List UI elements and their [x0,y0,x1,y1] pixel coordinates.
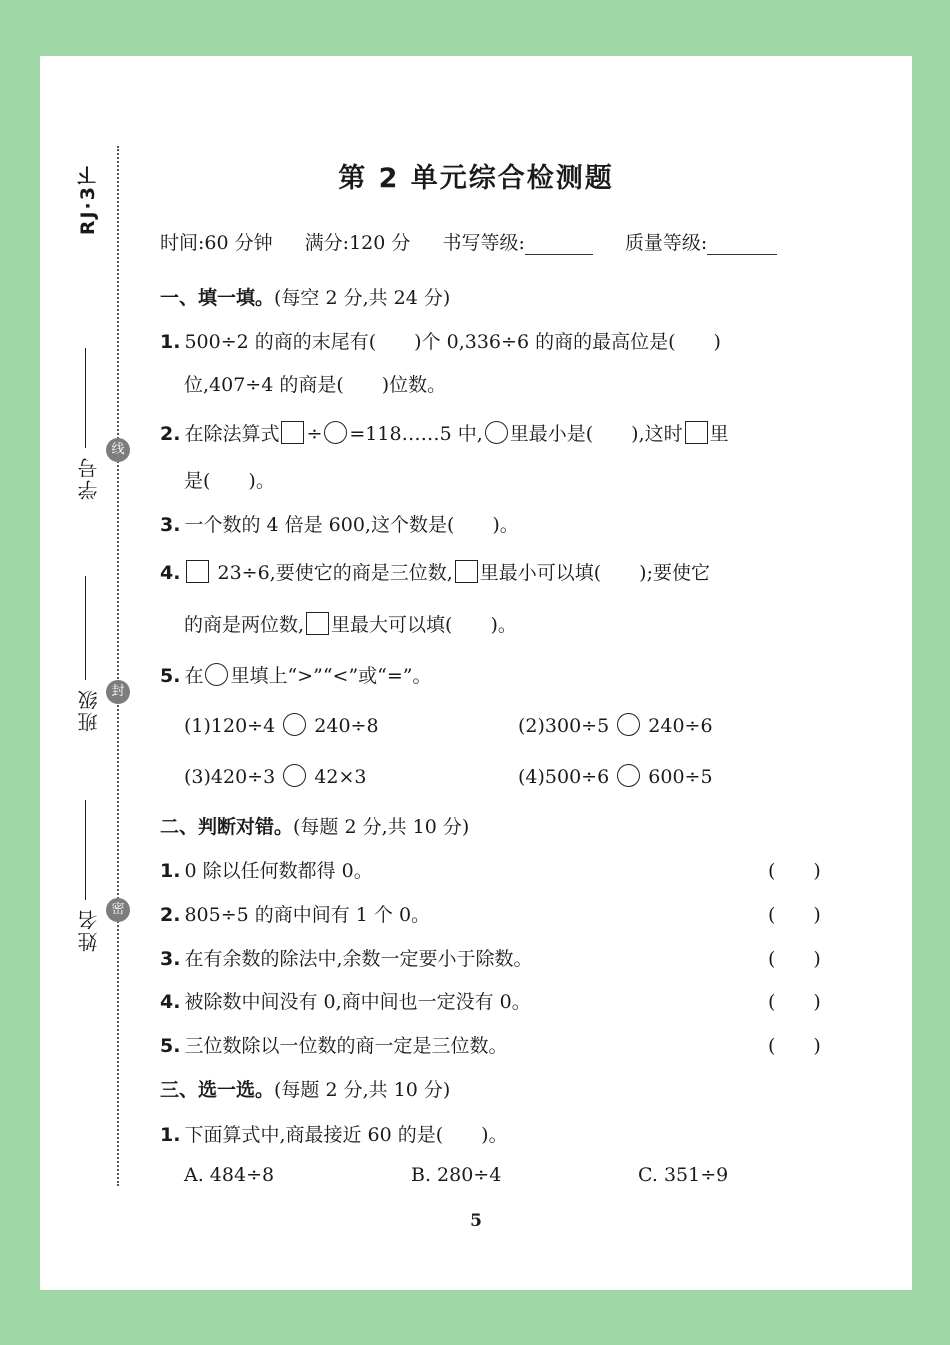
question-1-4-cont: 的商是两位数, 里最大可以填( )。 [184,614,517,636]
time-info: 时间:60 分钟 [160,232,273,254]
page-title: 第 2 单元综合检测题 [338,163,614,194]
choice-option-a[interactable]: A. 484÷8 [184,1164,275,1186]
section-1-heading: 一、填一填。(每空 2 分,共 24 分) [160,287,451,309]
writing-grade-blank[interactable] [525,234,593,255]
compare-circle[interactable] [617,713,640,736]
student-number-label: 学号 [77,456,101,500]
section-2-heading: 二、判断对错。(每题 2 分,共 10 分) [160,816,470,838]
judge-item-1: 1. 0 除以任何数都得 0。 [160,860,373,882]
section-3-heading: 三、选一选。(每题 2 分,共 10 分) [160,1079,451,1101]
class-label: 班级 [77,688,101,732]
judge-answer-3[interactable]: ( ) [768,948,821,970]
question-1-2-cont: 是( )。 [184,470,275,492]
judge-item-5: 5. 三位数除以一位数的商一定是三位数。 [160,1035,508,1057]
compare-item-2: (2)300÷5 240÷6 [518,715,713,737]
square-placeholder [685,421,708,444]
choice-option-b[interactable]: B. 280÷4 [411,1164,502,1186]
choice-option-c[interactable]: C. 351÷9 [638,1164,729,1186]
judge-item-4: 4. 被除数中间没有 0,商中间也一定没有 0。 [160,991,531,1013]
judge-answer-2[interactable]: ( ) [768,904,821,926]
compare-item-4: (4)500÷6 600÷5 [518,766,713,788]
question-1-4: 4. 23÷6,要使它的商是三位数, 里最小可以填( );要使它 [160,562,710,584]
full-score-info: 满分:120 分 [304,232,411,254]
square-placeholder [455,560,478,583]
writing-grade-label: 书写等级: [442,232,592,254]
question-1-3: 3. 一个数的 4 倍是 600,这个数是( )。 [160,514,519,536]
exam-content [40,56,912,1290]
seal-seal-mark: 封 [106,680,130,704]
choice-question-1: 1. 下面算式中,商最接近 60 的是( )。 [160,1124,508,1146]
quality-grade-blank[interactable] [707,234,777,255]
exam-meta [160,228,803,255]
judge-item-3: 3. 在有余数的除法中,余数一定要小于除数。 [160,948,533,970]
edition-code: RJ·3下 [77,164,99,236]
judge-answer-4[interactable]: ( ) [768,991,821,1013]
judge-answer-1[interactable]: ( ) [768,860,821,882]
question-1-1-cont: 位,407÷4 的商是( )位数。 [184,374,447,396]
question-1-1: 1. 500÷2 的商的末尾有( )个 0,336÷6 的商的最高位是( ) [160,331,721,353]
compare-circle[interactable] [617,764,640,787]
circle-placeholder [324,421,347,444]
circle-placeholder [205,663,228,686]
compare-item-3: (3)420÷3 42×3 [184,766,367,788]
question-1-5: 5. 在 里填上“>”“<”或“=”。 [160,665,432,687]
seal-secret-mark: 密 [106,898,130,922]
square-placeholder [306,612,329,635]
judge-item-2: 2. 805÷5 的商中间有 1 个 0。 [160,904,431,926]
quality-grade-label: 质量等级: [625,232,777,254]
paper-sheet [40,56,912,1290]
name-label: 姓名 [77,908,101,952]
question-1-2: 2. 在除法算式 ÷ =118……5 中, 里最小是( ),这时 里 [160,423,729,445]
judge-answer-5[interactable]: ( ) [768,1035,821,1057]
page-number: 5 [470,1211,482,1231]
seal-line-mark: 线 [106,438,130,462]
compare-item-1: (1)120÷4 240÷8 [184,715,379,737]
square-placeholder [186,560,209,583]
square-placeholder [281,421,304,444]
compare-circle[interactable] [283,764,306,787]
circle-placeholder [485,421,508,444]
compare-circle[interactable] [283,713,306,736]
